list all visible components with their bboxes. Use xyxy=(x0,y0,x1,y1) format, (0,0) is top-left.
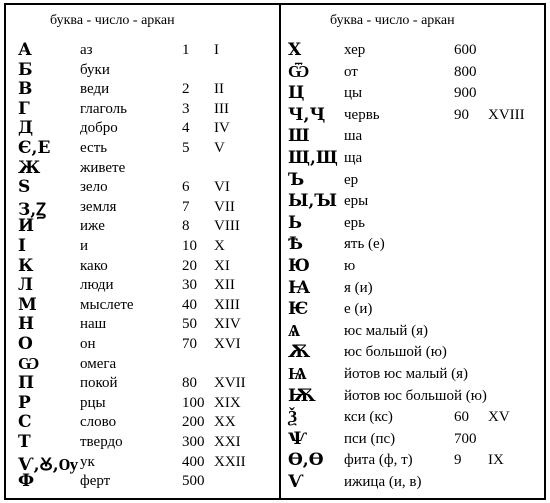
letter-arcana: VI xyxy=(214,179,230,196)
left-row xyxy=(18,471,273,493)
letter-arcana: III xyxy=(214,100,229,117)
letter-name: юс большой (ю) xyxy=(344,344,447,361)
letter-glyph: Б xyxy=(18,59,33,80)
letter-name: пси (пс) xyxy=(344,430,396,447)
letter-name: ерь xyxy=(344,214,365,231)
right-row xyxy=(288,170,543,192)
letter-name: он xyxy=(80,336,96,352)
letter-glyph: В xyxy=(18,79,33,100)
letter-glyph: Ш xyxy=(288,126,310,147)
letter-arcana: I xyxy=(214,42,219,58)
letter-arcana: V xyxy=(214,140,225,156)
letter-glyph: Ч,Ҷ xyxy=(288,104,326,125)
right-row xyxy=(288,105,543,127)
letter-glyph: П xyxy=(18,373,35,394)
letter-name: како xyxy=(80,257,108,274)
right-row xyxy=(288,364,543,386)
letter-number: 200 xyxy=(182,414,205,431)
letter-glyph: Ж xyxy=(18,157,41,178)
letter-name: иже xyxy=(80,218,105,235)
letter-glyph: А xyxy=(18,40,32,60)
letter-number: 80 xyxy=(182,375,197,392)
letter-name: йотов юс большой (ю) xyxy=(344,387,487,404)
alphabet-table xyxy=(4,3,546,500)
letter-name: омега xyxy=(80,355,117,372)
letter-name: глаголь xyxy=(80,100,127,117)
letter-glyph: О xyxy=(18,334,33,354)
letter-glyph: Ѵ xyxy=(288,472,304,492)
letter-number: 2 xyxy=(182,81,190,98)
letter-number: 7 xyxy=(182,198,190,215)
letter-name: живете xyxy=(80,159,126,176)
letter-glyph: Ѵ,Ꙋ,Ѹ xyxy=(18,454,78,475)
letter-number: 40 xyxy=(182,296,197,313)
letter-glyph: Г xyxy=(18,98,30,119)
letter-number: 9 xyxy=(454,452,462,469)
letter-name: наш xyxy=(80,316,107,333)
letter-name: ща xyxy=(344,150,363,166)
letter-arcana: XII xyxy=(214,277,235,294)
letter-name: земля xyxy=(80,198,117,215)
right-row xyxy=(288,472,543,494)
letter-arcana: XVIII xyxy=(488,106,525,123)
letter-arcana: XIV xyxy=(214,316,241,333)
letter-glyph: Ѯ xyxy=(288,407,297,428)
letter-arcana: XIII xyxy=(214,296,240,313)
letter-number: 8 xyxy=(182,218,190,235)
right-row xyxy=(288,83,543,105)
letter-arcana: XVI xyxy=(214,336,241,352)
letter-glyph: Ѕ xyxy=(18,177,31,198)
letter-glyph: Х xyxy=(288,40,302,60)
right-row xyxy=(288,40,543,62)
letter-glyph: Ь xyxy=(288,212,303,233)
letter-glyph: Р xyxy=(18,392,31,413)
letter-number: 400 xyxy=(182,453,205,470)
letter-glyph: Ы,Ꙑ xyxy=(288,191,338,212)
letter-glyph: Ѿ xyxy=(288,61,310,82)
left-header: буква - число - аркан xyxy=(50,13,175,28)
letter-arcana: XV xyxy=(488,409,510,426)
letter-arcana: XVII xyxy=(214,375,246,392)
letter-name: буки xyxy=(80,61,110,78)
letter-number: 300 xyxy=(182,434,205,450)
letter-name: от xyxy=(344,63,358,80)
letter-number: 500 xyxy=(182,473,205,490)
letter-name: слово xyxy=(80,414,117,431)
letter-arcana: X xyxy=(214,238,225,254)
letter-name: е (и) xyxy=(344,301,373,318)
right-row xyxy=(288,450,543,472)
letter-name: добро xyxy=(80,120,118,137)
letter-name: кси (кс) xyxy=(344,409,393,426)
letter-name: червь xyxy=(344,106,380,123)
letter-glyph: Ф xyxy=(18,471,35,492)
letter-arcana: II xyxy=(214,81,224,98)
letter-arcana: VII xyxy=(214,198,235,215)
letter-arcana: XI xyxy=(214,257,230,274)
letter-name: мыслете xyxy=(80,296,134,313)
letter-number: 3 xyxy=(182,100,190,117)
letter-glyph: І xyxy=(18,236,26,256)
right-row xyxy=(288,278,543,300)
letter-name: есть xyxy=(80,140,108,156)
letter-name: твердо xyxy=(80,434,123,450)
letter-name: цы xyxy=(344,85,363,102)
letter-glyph: Ѱ xyxy=(288,428,307,449)
letter-name: ша xyxy=(344,128,363,145)
letter-name: йотов юс малый (я) xyxy=(344,366,469,382)
letter-name: я (и) xyxy=(344,279,373,296)
letter-name: и xyxy=(80,238,89,254)
letter-arcana: XX xyxy=(214,414,236,431)
letter-number: 700 xyxy=(454,430,477,447)
letter-glyph: Ѣ xyxy=(288,234,303,255)
letter-number: 50 xyxy=(182,316,197,333)
letter-glyph: Ѥ xyxy=(288,299,309,320)
letter-number: 6 xyxy=(182,179,190,196)
letter-number: 70 xyxy=(182,336,197,352)
right-row xyxy=(288,429,543,451)
letter-name: зело xyxy=(80,179,108,196)
letter-name: рцы xyxy=(80,394,106,411)
letter-glyph: Є,Е xyxy=(18,138,51,158)
letter-glyph: Т xyxy=(18,432,31,452)
letter-arcana: IX xyxy=(488,452,504,469)
right-row xyxy=(288,342,543,364)
letter-name: люди xyxy=(80,277,114,294)
letter-number: 10 xyxy=(182,238,197,254)
letter-number: 800 xyxy=(454,63,477,80)
right-row xyxy=(288,299,543,321)
letter-arcana: XXII xyxy=(214,453,246,470)
letter-glyph: Ѫ xyxy=(288,342,311,363)
letter-name: юс малый (я) xyxy=(344,322,429,339)
letter-glyph: Ц xyxy=(288,83,305,104)
letter-number: 100 xyxy=(182,394,205,411)
letter-glyph: М xyxy=(18,294,37,315)
right-row xyxy=(288,386,543,408)
letter-arcana: IV xyxy=(214,120,230,137)
letter-number: 900 xyxy=(454,85,477,102)
letter-glyph: Н xyxy=(18,314,35,335)
letter-glyph: Ѧ xyxy=(288,320,301,341)
right-row xyxy=(288,126,543,148)
letter-number: 20 xyxy=(182,257,197,274)
letter-name: аз xyxy=(80,42,93,58)
letter-glyph: И xyxy=(18,216,35,237)
right-row xyxy=(288,321,543,343)
letter-glyph: С xyxy=(18,412,32,433)
right-row xyxy=(288,234,543,256)
letter-name: еры xyxy=(344,193,369,210)
letter-name: покой xyxy=(80,375,118,392)
right-row xyxy=(288,62,543,84)
letter-number: 4 xyxy=(182,120,190,137)
right-row xyxy=(288,148,543,170)
right-row xyxy=(288,213,543,235)
right-row xyxy=(288,256,543,278)
letter-number: 1 xyxy=(182,42,190,58)
letter-name: ер xyxy=(344,171,359,188)
letter-glyph: Ѩ xyxy=(288,364,307,384)
letter-number: 90 xyxy=(454,106,469,123)
letter-number: 5 xyxy=(182,140,190,156)
right-row xyxy=(288,407,543,429)
letter-glyph: З,Ꙁ xyxy=(18,199,46,220)
letter-arcana: XXI xyxy=(214,434,241,450)
letter-glyph: Ѭ xyxy=(288,385,316,406)
letter-number: 30 xyxy=(182,277,197,294)
letter-name: ук xyxy=(80,453,95,470)
letter-glyph: Ѡ xyxy=(18,353,40,374)
letter-arcana: XIX xyxy=(214,394,241,411)
letter-glyph: Щ,Щ xyxy=(288,148,338,168)
letter-name: веди xyxy=(80,81,110,98)
right-header: буква - число - аркан xyxy=(330,13,455,28)
letter-glyph: Ѳ,Ѳ xyxy=(288,450,324,471)
letter-name: ижица (и, в) xyxy=(344,474,422,490)
letter-glyph: Л xyxy=(18,275,34,296)
letter-number: 60 xyxy=(454,409,469,426)
column-divider xyxy=(279,5,281,498)
letter-name: хер xyxy=(344,42,366,58)
letter-name: фита (ф, т) xyxy=(344,452,413,469)
letter-number: 600 xyxy=(454,42,477,58)
letter-glyph: Ъ xyxy=(288,169,305,190)
letter-glyph: К xyxy=(18,255,34,276)
letter-arcana: VIII xyxy=(214,218,240,235)
letter-glyph: Д xyxy=(18,118,34,139)
letter-glyph: Ꙗ xyxy=(288,277,310,298)
letter-name: ферт xyxy=(80,473,111,490)
letter-name: ять (е) xyxy=(344,236,385,253)
right-row xyxy=(288,191,543,213)
letter-glyph: Ю xyxy=(288,256,310,276)
letter-name: ю xyxy=(344,258,356,274)
